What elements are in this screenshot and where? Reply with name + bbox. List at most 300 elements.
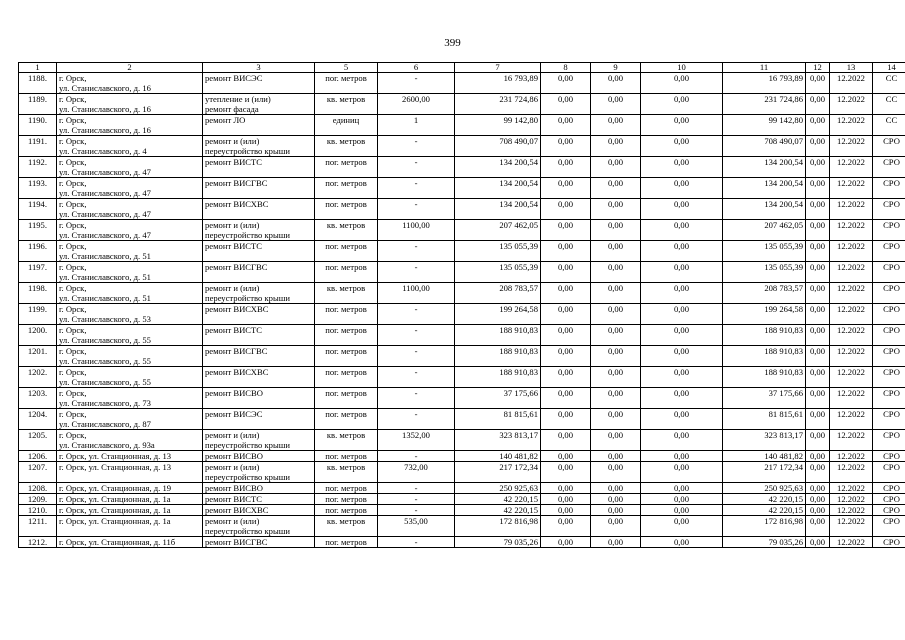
work-type-cell-line1: ремонт и (или) <box>205 516 260 526</box>
address-cell-line1: г. Орск, <box>59 94 87 104</box>
address-cell-line1: г. Орск, <box>59 325 87 335</box>
cost-col11-cell: 37 175,66 <box>723 388 806 409</box>
work-type-cell-line1: ремонт ВИСТС <box>205 157 263 167</box>
completion-date-cell: 12.2022 <box>830 325 873 346</box>
work-type-cell-line2: переустройство крыши <box>205 230 290 240</box>
work-type-cell-line1: ремонт и (или) <box>205 462 260 472</box>
work-type-cell <box>203 367 315 388</box>
address-cell <box>57 367 203 388</box>
cost-col8-cell: 0,00 <box>541 157 591 178</box>
quantity-cell: - <box>378 346 455 367</box>
cost-col8-cell: 0,00 <box>541 494 591 505</box>
table-row <box>19 283 905 304</box>
cost-col9-cell: 0,00 <box>591 178 641 199</box>
address-cell-line2: ул. Станиславского, д. 16 <box>59 83 151 93</box>
address-cell <box>57 136 203 157</box>
cost-col8-cell: 0,00 <box>541 462 591 483</box>
quantity-cell: 535,00 <box>378 516 455 537</box>
table-row <box>19 505 905 516</box>
address-cell <box>57 430 203 451</box>
cost-col9-cell: 0,00 <box>591 94 641 115</box>
work-type-cell <box>203 283 315 304</box>
address-cell-line1: г. Орск, <box>59 73 87 83</box>
unit-cell: пог. метров <box>315 505 378 516</box>
quantity-cell: 1100,00 <box>378 220 455 241</box>
quantity-cell: - <box>378 325 455 346</box>
table-row <box>19 409 905 430</box>
completion-date-cell: 12.2022 <box>830 537 873 548</box>
unit-cell: пог. метров <box>315 537 378 548</box>
work-type-cell-line2: переустройство крыши <box>205 293 290 303</box>
work-type-cell-line1: ремонт ВИСХВС <box>205 505 269 515</box>
unit-cell: кв. метров <box>315 136 378 157</box>
cost-col11-cell: 42 220,15 <box>723 494 806 505</box>
cost-col12-cell: 0,00 <box>806 262 830 283</box>
cost-col10-cell: 0,00 <box>641 430 723 451</box>
cost-col10-cell: 0,00 <box>641 262 723 283</box>
cost-col12-cell: 0,00 <box>806 178 830 199</box>
row-number: 1203. <box>19 388 57 409</box>
completion-date-cell: 12.2022 <box>830 483 873 494</box>
total-cost-cell: 188 910,83 <box>455 367 541 388</box>
quantity-cell: 1 <box>378 115 455 136</box>
cost-col12-cell: 0,00 <box>806 505 830 516</box>
address-cell <box>57 220 203 241</box>
cost-col9-cell: 0,00 <box>591 325 641 346</box>
address-cell <box>57 462 203 483</box>
total-cost-cell: 217 172,34 <box>455 462 541 483</box>
address-cell-line1: г. Орск, ул. Станционная, д. 13 <box>59 462 172 472</box>
work-type-cell-line1: ремонт ВИСГВС <box>205 537 268 547</box>
completion-date-cell: 12.2022 <box>830 388 873 409</box>
cost-col10-cell: 0,00 <box>641 494 723 505</box>
total-cost-cell: 323 813,17 <box>455 430 541 451</box>
funding-source-cell: СРО <box>873 178 905 199</box>
cost-col11-cell: 99 142,80 <box>723 115 806 136</box>
funding-source-cell: СРО <box>873 220 905 241</box>
row-number: 1206. <box>19 451 57 462</box>
cost-col11-cell: 708 490,07 <box>723 136 806 157</box>
cost-col11-cell: 16 793,89 <box>723 73 806 94</box>
cost-col12-cell: 0,00 <box>806 94 830 115</box>
quantity-cell: 1352,00 <box>378 430 455 451</box>
quantity-cell: - <box>378 157 455 178</box>
completion-date-cell: 12.2022 <box>830 409 873 430</box>
column-header: 3 <box>203 63 315 73</box>
work-type-cell-line1: ремонт ВИСЭС <box>205 73 263 83</box>
table-row <box>19 388 905 409</box>
total-cost-cell: 134 200,54 <box>455 199 541 220</box>
unit-cell: пог. метров <box>315 304 378 325</box>
work-type-cell <box>203 178 315 199</box>
address-cell-line2: ул. Станиславского, д. 51 <box>59 293 151 303</box>
cost-col8-cell: 0,00 <box>541 304 591 325</box>
repair-register-table <box>18 62 905 548</box>
table-row <box>19 178 905 199</box>
cost-col10-cell: 0,00 <box>641 388 723 409</box>
table-row <box>19 430 905 451</box>
work-type-cell-line1: ремонт и (или) <box>205 220 260 230</box>
unit-cell: пог. метров <box>315 178 378 199</box>
cost-col12-cell: 0,00 <box>806 136 830 157</box>
cost-col11-cell: 323 813,17 <box>723 430 806 451</box>
address-cell-line1: г. Орск, <box>59 178 87 188</box>
completion-date-cell: 12.2022 <box>830 346 873 367</box>
work-type-cell-line2: ремонт фасада <box>205 104 259 114</box>
cost-col8-cell: 0,00 <box>541 136 591 157</box>
cost-col11-cell: 172 816,98 <box>723 516 806 537</box>
column-header: 14 <box>873 63 905 73</box>
total-cost-cell: 37 175,66 <box>455 388 541 409</box>
unit-cell: пог. метров <box>315 346 378 367</box>
completion-date-cell: 12.2022 <box>830 157 873 178</box>
completion-date-cell: 12.2022 <box>830 73 873 94</box>
cost-col8-cell: 0,00 <box>541 262 591 283</box>
work-type-cell <box>203 388 315 409</box>
address-cell <box>57 262 203 283</box>
cost-col8-cell: 0,00 <box>541 516 591 537</box>
cost-col9-cell: 0,00 <box>591 136 641 157</box>
address-cell <box>57 115 203 136</box>
cost-col12-cell: 0,00 <box>806 451 830 462</box>
completion-date-cell: 12.2022 <box>830 494 873 505</box>
cost-col11-cell: 135 055,39 <box>723 262 806 283</box>
table-row <box>19 220 905 241</box>
row-number: 1209. <box>19 494 57 505</box>
unit-cell: кв. метров <box>315 283 378 304</box>
column-header: 10 <box>641 63 723 73</box>
address-cell-line1: г. Орск, ул. Станционная, д. 19 <box>59 483 172 493</box>
completion-date-cell: 12.2022 <box>830 505 873 516</box>
address-cell-line1: г. Орск, <box>59 346 87 356</box>
funding-source-cell: СРО <box>873 483 905 494</box>
unit-cell: пог. метров <box>315 483 378 494</box>
address-cell-line2: ул. Станиславского, д. 73 <box>59 398 151 408</box>
cost-col9-cell: 0,00 <box>591 430 641 451</box>
row-number: 1208. <box>19 483 57 494</box>
address-cell-line1: г. Орск, <box>59 304 87 314</box>
work-type-cell-line1: ремонт ВИСТС <box>205 325 263 335</box>
cost-col10-cell: 0,00 <box>641 367 723 388</box>
cost-col8-cell: 0,00 <box>541 388 591 409</box>
work-type-cell-line1: ремонт и (или) <box>205 430 260 440</box>
cost-col11-cell: 79 035,26 <box>723 537 806 548</box>
work-type-cell <box>203 409 315 430</box>
address-cell-line2: ул. Станиславского, д. 47 <box>59 230 151 240</box>
address-cell-line1: г. Орск, <box>59 430 87 440</box>
funding-source-cell: СС <box>873 73 905 94</box>
row-number: 1194. <box>19 199 57 220</box>
completion-date-cell: 12.2022 <box>830 220 873 241</box>
unit-cell: пог. метров <box>315 451 378 462</box>
completion-date-cell: 12.2022 <box>830 241 873 262</box>
total-cost-cell: 208 783,57 <box>455 283 541 304</box>
row-number: 1200. <box>19 325 57 346</box>
completion-date-cell: 12.2022 <box>830 462 873 483</box>
work-type-cell-line1: ремонт и (или) <box>205 136 260 146</box>
work-type-cell-line1: ремонт ВИСВО <box>205 388 263 398</box>
total-cost-cell: 140 481,82 <box>455 451 541 462</box>
row-number: 1204. <box>19 409 57 430</box>
row-number: 1212. <box>19 537 57 548</box>
row-number: 1188. <box>19 73 57 94</box>
work-type-cell-line1: ремонт ВИСТС <box>205 494 263 504</box>
unit-cell: пог. метров <box>315 325 378 346</box>
cost-col8-cell: 0,00 <box>541 283 591 304</box>
funding-source-cell: СРО <box>873 283 905 304</box>
row-number: 1193. <box>19 178 57 199</box>
cost-col11-cell: 208 783,57 <box>723 283 806 304</box>
work-type-cell <box>203 505 315 516</box>
row-number: 1192. <box>19 157 57 178</box>
work-type-cell <box>203 430 315 451</box>
cost-col10-cell: 0,00 <box>641 505 723 516</box>
quantity-cell: - <box>378 304 455 325</box>
work-type-cell-line1: утепление и (или) <box>205 94 271 104</box>
row-number: 1189. <box>19 94 57 115</box>
work-type-cell <box>203 199 315 220</box>
address-cell <box>57 178 203 199</box>
unit-cell: кв. метров <box>315 430 378 451</box>
total-cost-cell: 199 264,58 <box>455 304 541 325</box>
table-row <box>19 367 905 388</box>
cost-col9-cell: 0,00 <box>591 388 641 409</box>
cost-col12-cell: 0,00 <box>806 483 830 494</box>
table-row <box>19 494 905 505</box>
quantity-cell: - <box>378 199 455 220</box>
total-cost-cell: 250 925,63 <box>455 483 541 494</box>
cost-col9-cell: 0,00 <box>591 367 641 388</box>
cost-col9-cell: 0,00 <box>591 262 641 283</box>
completion-date-cell: 12.2022 <box>830 304 873 325</box>
cost-col12-cell: 0,00 <box>806 283 830 304</box>
total-cost-cell: 188 910,83 <box>455 346 541 367</box>
cost-col8-cell: 0,00 <box>541 94 591 115</box>
total-cost-cell: 134 200,54 <box>455 178 541 199</box>
quantity-cell: 2600,00 <box>378 94 455 115</box>
funding-source-cell: СРО <box>873 136 905 157</box>
work-type-cell-line1: ремонт ВИСВО <box>205 451 263 461</box>
cost-col10-cell: 0,00 <box>641 73 723 94</box>
row-number: 1196. <box>19 241 57 262</box>
completion-date-cell: 12.2022 <box>830 516 873 537</box>
row-number: 1198. <box>19 283 57 304</box>
address-cell-line2: ул. Станиславского, д. 4 <box>59 146 147 156</box>
cost-col8-cell: 0,00 <box>541 325 591 346</box>
work-type-cell <box>203 304 315 325</box>
total-cost-cell: 99 142,80 <box>455 115 541 136</box>
cost-col9-cell: 0,00 <box>591 283 641 304</box>
cost-col9-cell: 0,00 <box>591 220 641 241</box>
address-cell-line1: г. Орск, ул. Станционная, д. 1а <box>59 505 171 515</box>
quantity-cell: - <box>378 178 455 199</box>
column-header: 2 <box>57 63 203 73</box>
address-cell <box>57 199 203 220</box>
funding-source-cell: СРО <box>873 462 905 483</box>
address-cell-line1: г. Орск, <box>59 115 87 125</box>
work-type-cell <box>203 94 315 115</box>
unit-cell: пог. метров <box>315 494 378 505</box>
unit-cell: пог. метров <box>315 262 378 283</box>
address-cell <box>57 516 203 537</box>
total-cost-cell: 708 490,07 <box>455 136 541 157</box>
cost-col9-cell: 0,00 <box>591 537 641 548</box>
cost-col10-cell: 0,00 <box>641 451 723 462</box>
table-row <box>19 157 905 178</box>
completion-date-cell: 12.2022 <box>830 115 873 136</box>
address-cell-line2: ул. Станиславского, д. 53 <box>59 314 151 324</box>
row-number: 1211. <box>19 516 57 537</box>
address-cell <box>57 537 203 548</box>
work-type-cell <box>203 494 315 505</box>
total-cost-cell: 207 462,05 <box>455 220 541 241</box>
address-cell-line1: г. Орск, <box>59 220 87 230</box>
quantity-cell: - <box>378 241 455 262</box>
funding-source-cell: СРО <box>873 367 905 388</box>
work-type-cell <box>203 115 315 136</box>
row-number: 1195. <box>19 220 57 241</box>
page-number: 399 <box>444 37 461 49</box>
address-cell-line1: г. Орск, <box>59 409 87 419</box>
address-cell <box>57 325 203 346</box>
quantity-cell: - <box>378 262 455 283</box>
cost-col8-cell: 0,00 <box>541 409 591 430</box>
unit-cell: пог. метров <box>315 388 378 409</box>
cost-col12-cell: 0,00 <box>806 367 830 388</box>
cost-col8-cell: 0,00 <box>541 178 591 199</box>
cost-col10-cell: 0,00 <box>641 462 723 483</box>
address-cell <box>57 283 203 304</box>
cost-col10-cell: 0,00 <box>641 94 723 115</box>
completion-date-cell: 12.2022 <box>830 262 873 283</box>
row-number: 1205. <box>19 430 57 451</box>
total-cost-cell: 134 200,54 <box>455 157 541 178</box>
work-type-cell <box>203 451 315 462</box>
column-header: 8 <box>541 63 591 73</box>
address-cell-line1: г. Орск, <box>59 367 87 377</box>
cost-col11-cell: 250 925,63 <box>723 483 806 494</box>
work-type-cell <box>203 537 315 548</box>
work-type-cell-line1: ремонт ВИСГВС <box>205 178 268 188</box>
table-row <box>19 483 905 494</box>
cost-col9-cell: 0,00 <box>591 516 641 537</box>
table-row <box>19 325 905 346</box>
cost-col11-cell: 140 481,82 <box>723 451 806 462</box>
total-cost-cell: 16 793,89 <box>455 73 541 94</box>
cost-col9-cell: 0,00 <box>591 462 641 483</box>
cost-col10-cell: 0,00 <box>641 516 723 537</box>
work-type-cell-line1: ремонт ВИСГВС <box>205 262 268 272</box>
cost-col12-cell: 0,00 <box>806 462 830 483</box>
address-cell <box>57 451 203 462</box>
funding-source-cell: СРО <box>873 388 905 409</box>
address-cell-line1: г. Орск, <box>59 157 87 167</box>
cost-col10-cell: 0,00 <box>641 178 723 199</box>
cost-col11-cell: 134 200,54 <box>723 157 806 178</box>
table-row <box>19 73 905 94</box>
address-cell <box>57 505 203 516</box>
cost-col9-cell: 0,00 <box>591 483 641 494</box>
unit-cell: кв. метров <box>315 220 378 241</box>
quantity-cell: - <box>378 483 455 494</box>
work-type-cell <box>203 262 315 283</box>
work-type-cell <box>203 516 315 537</box>
column-header: 13 <box>830 63 873 73</box>
cost-col11-cell: 188 910,83 <box>723 325 806 346</box>
work-type-cell-line1: ремонт ЛО <box>205 115 246 125</box>
cost-col9-cell: 0,00 <box>591 409 641 430</box>
cost-col11-cell: 199 264,58 <box>723 304 806 325</box>
cost-col11-cell: 231 724,86 <box>723 94 806 115</box>
cost-col11-cell: 42 220,15 <box>723 505 806 516</box>
quantity-cell: - <box>378 367 455 388</box>
address-cell-line2: ул. Станиславского, д. 55 <box>59 335 151 345</box>
completion-date-cell: 12.2022 <box>830 451 873 462</box>
work-type-cell-line1: ремонт ВИСЭС <box>205 409 263 419</box>
address-cell <box>57 73 203 94</box>
table-row <box>19 462 905 483</box>
cost-col12-cell: 0,00 <box>806 325 830 346</box>
work-type-cell <box>203 73 315 94</box>
cost-col12-cell: 0,00 <box>806 409 830 430</box>
cost-col8-cell: 0,00 <box>541 483 591 494</box>
cost-col12-cell: 0,00 <box>806 73 830 94</box>
funding-source-cell: СРО <box>873 262 905 283</box>
address-cell <box>57 346 203 367</box>
cost-col10-cell: 0,00 <box>641 157 723 178</box>
address-cell <box>57 94 203 115</box>
funding-source-cell: СРО <box>873 325 905 346</box>
cost-col12-cell: 0,00 <box>806 157 830 178</box>
cost-col10-cell: 0,00 <box>641 199 723 220</box>
address-cell-line2: ул. Станиславского, д. 55 <box>59 356 151 366</box>
cost-col11-cell: 188 910,83 <box>723 367 806 388</box>
cost-col12-cell: 0,00 <box>806 537 830 548</box>
cost-col12-cell: 0,00 <box>806 388 830 409</box>
address-cell-line1: г. Орск, ул. Станционная, д. 13 <box>59 451 172 461</box>
cost-col12-cell: 0,00 <box>806 115 830 136</box>
cost-col10-cell: 0,00 <box>641 115 723 136</box>
cost-col10-cell: 0,00 <box>641 409 723 430</box>
cost-col12-cell: 0,00 <box>806 430 830 451</box>
work-type-cell <box>203 241 315 262</box>
quantity-cell: - <box>378 537 455 548</box>
unit-cell: пог. метров <box>315 73 378 94</box>
cost-col11-cell: 188 910,83 <box>723 346 806 367</box>
cost-col9-cell: 0,00 <box>591 157 641 178</box>
quantity-cell: - <box>378 494 455 505</box>
completion-date-cell: 12.2022 <box>830 199 873 220</box>
cost-col8-cell: 0,00 <box>541 241 591 262</box>
cost-col12-cell: 0,00 <box>806 199 830 220</box>
address-cell-line2: ул. Станиславского, д. 47 <box>59 188 151 198</box>
funding-source-cell: СРО <box>873 537 905 548</box>
address-cell-line2: ул. Станиславского, д. 55 <box>59 377 151 387</box>
column-header: 7 <box>455 63 541 73</box>
table-row <box>19 516 905 537</box>
work-type-cell <box>203 462 315 483</box>
work-type-cell <box>203 136 315 157</box>
cost-col11-cell: 135 055,39 <box>723 241 806 262</box>
funding-source-cell: СРО <box>873 409 905 430</box>
work-type-cell-line2: переустройство крыши <box>205 146 290 156</box>
cost-col9-cell: 0,00 <box>591 505 641 516</box>
column-header: 1 <box>19 63 57 73</box>
funding-source-cell: СРО <box>873 494 905 505</box>
total-cost-cell: 42 220,15 <box>455 505 541 516</box>
table-row <box>19 537 905 548</box>
cost-col12-cell: 0,00 <box>806 304 830 325</box>
